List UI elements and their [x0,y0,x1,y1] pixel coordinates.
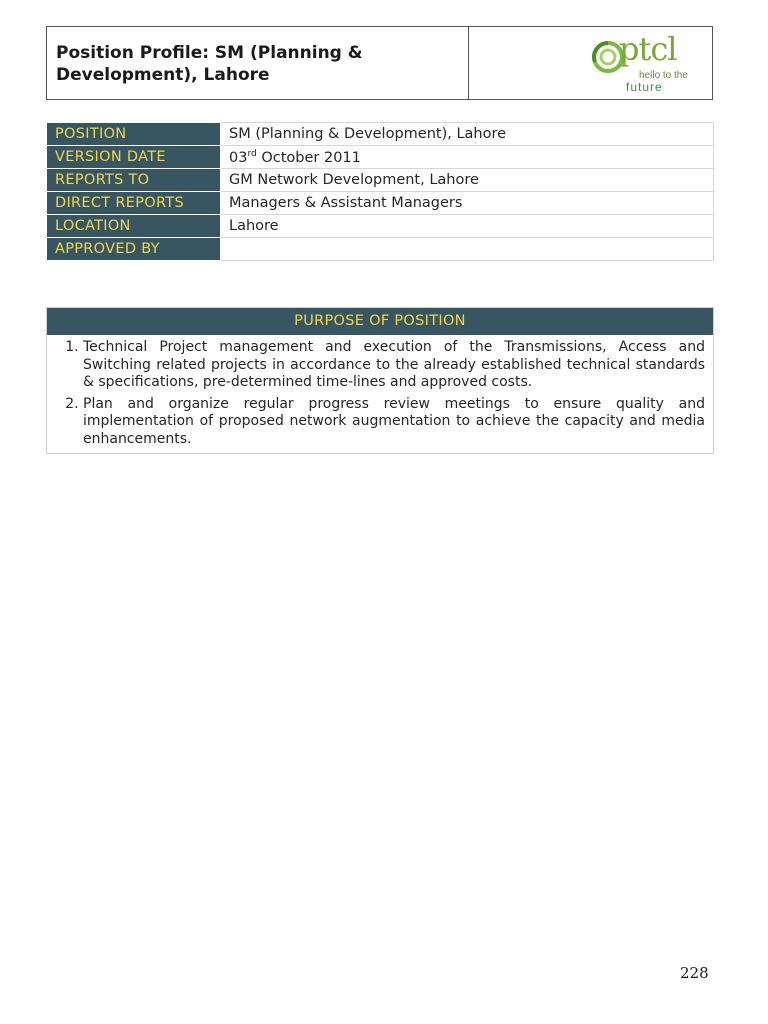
logo-tagline: hello to the [639,70,688,81]
logo-future-text: future [626,80,663,94]
direct-reports-label: DIRECT REPORTS [47,192,221,215]
table-row [47,146,714,169]
version-date-rest: October 2011 [256,149,361,166]
document-header [46,26,713,100]
position-label: POSITION [47,123,221,146]
table-row [47,192,714,215]
logo-brand-text: ptcl [619,30,677,68]
approved-by-value [221,238,714,261]
version-date-label: VERSION DATE [47,146,221,169]
page-title-line-1: Position Profile: SM (Planning & [56,43,363,63]
page-number: 228 [680,964,709,982]
reports-to-value: GM Network Development, Lahore [221,169,714,192]
reports-to-label: REPORTS TO [47,169,221,192]
list-item: 1. Technical Project management and execution of the Transmissions, Access and Switching related projects in accordance to the already established technical standards & specifications, pre-determined time-lines and approved costs. [83,339,705,392]
purpose-section [46,307,714,454]
version-date-value [221,146,714,169]
purpose-list [47,335,713,453]
position-info-table [46,122,714,261]
list-item: 2. Plan and organize regular progress review meetings to ensure quality and implementation of proposed network augmentation to achieve the capacity and media enhancements. [83,396,705,449]
location-value: Lahore [221,215,714,238]
table-row [47,215,714,238]
purpose-heading: PURPOSE OF POSITION [47,308,713,335]
version-date-suffix: rd [247,148,257,159]
table-row [47,123,714,146]
direct-reports-value: Managers & Assistant Managers [221,192,714,215]
logo-cell [469,27,712,99]
table-row [47,238,714,261]
ptcl-logo [591,30,691,94]
page-title-line-2: Development), Lahore [56,65,270,85]
approved-by-label: APPROVED BY [47,238,221,261]
position-value: SM (Planning & Development), Lahore [221,123,714,146]
page-title [47,27,469,99]
table-row [47,169,714,192]
version-date-day: 03 [229,149,248,166]
location-label: LOCATION [47,215,221,238]
